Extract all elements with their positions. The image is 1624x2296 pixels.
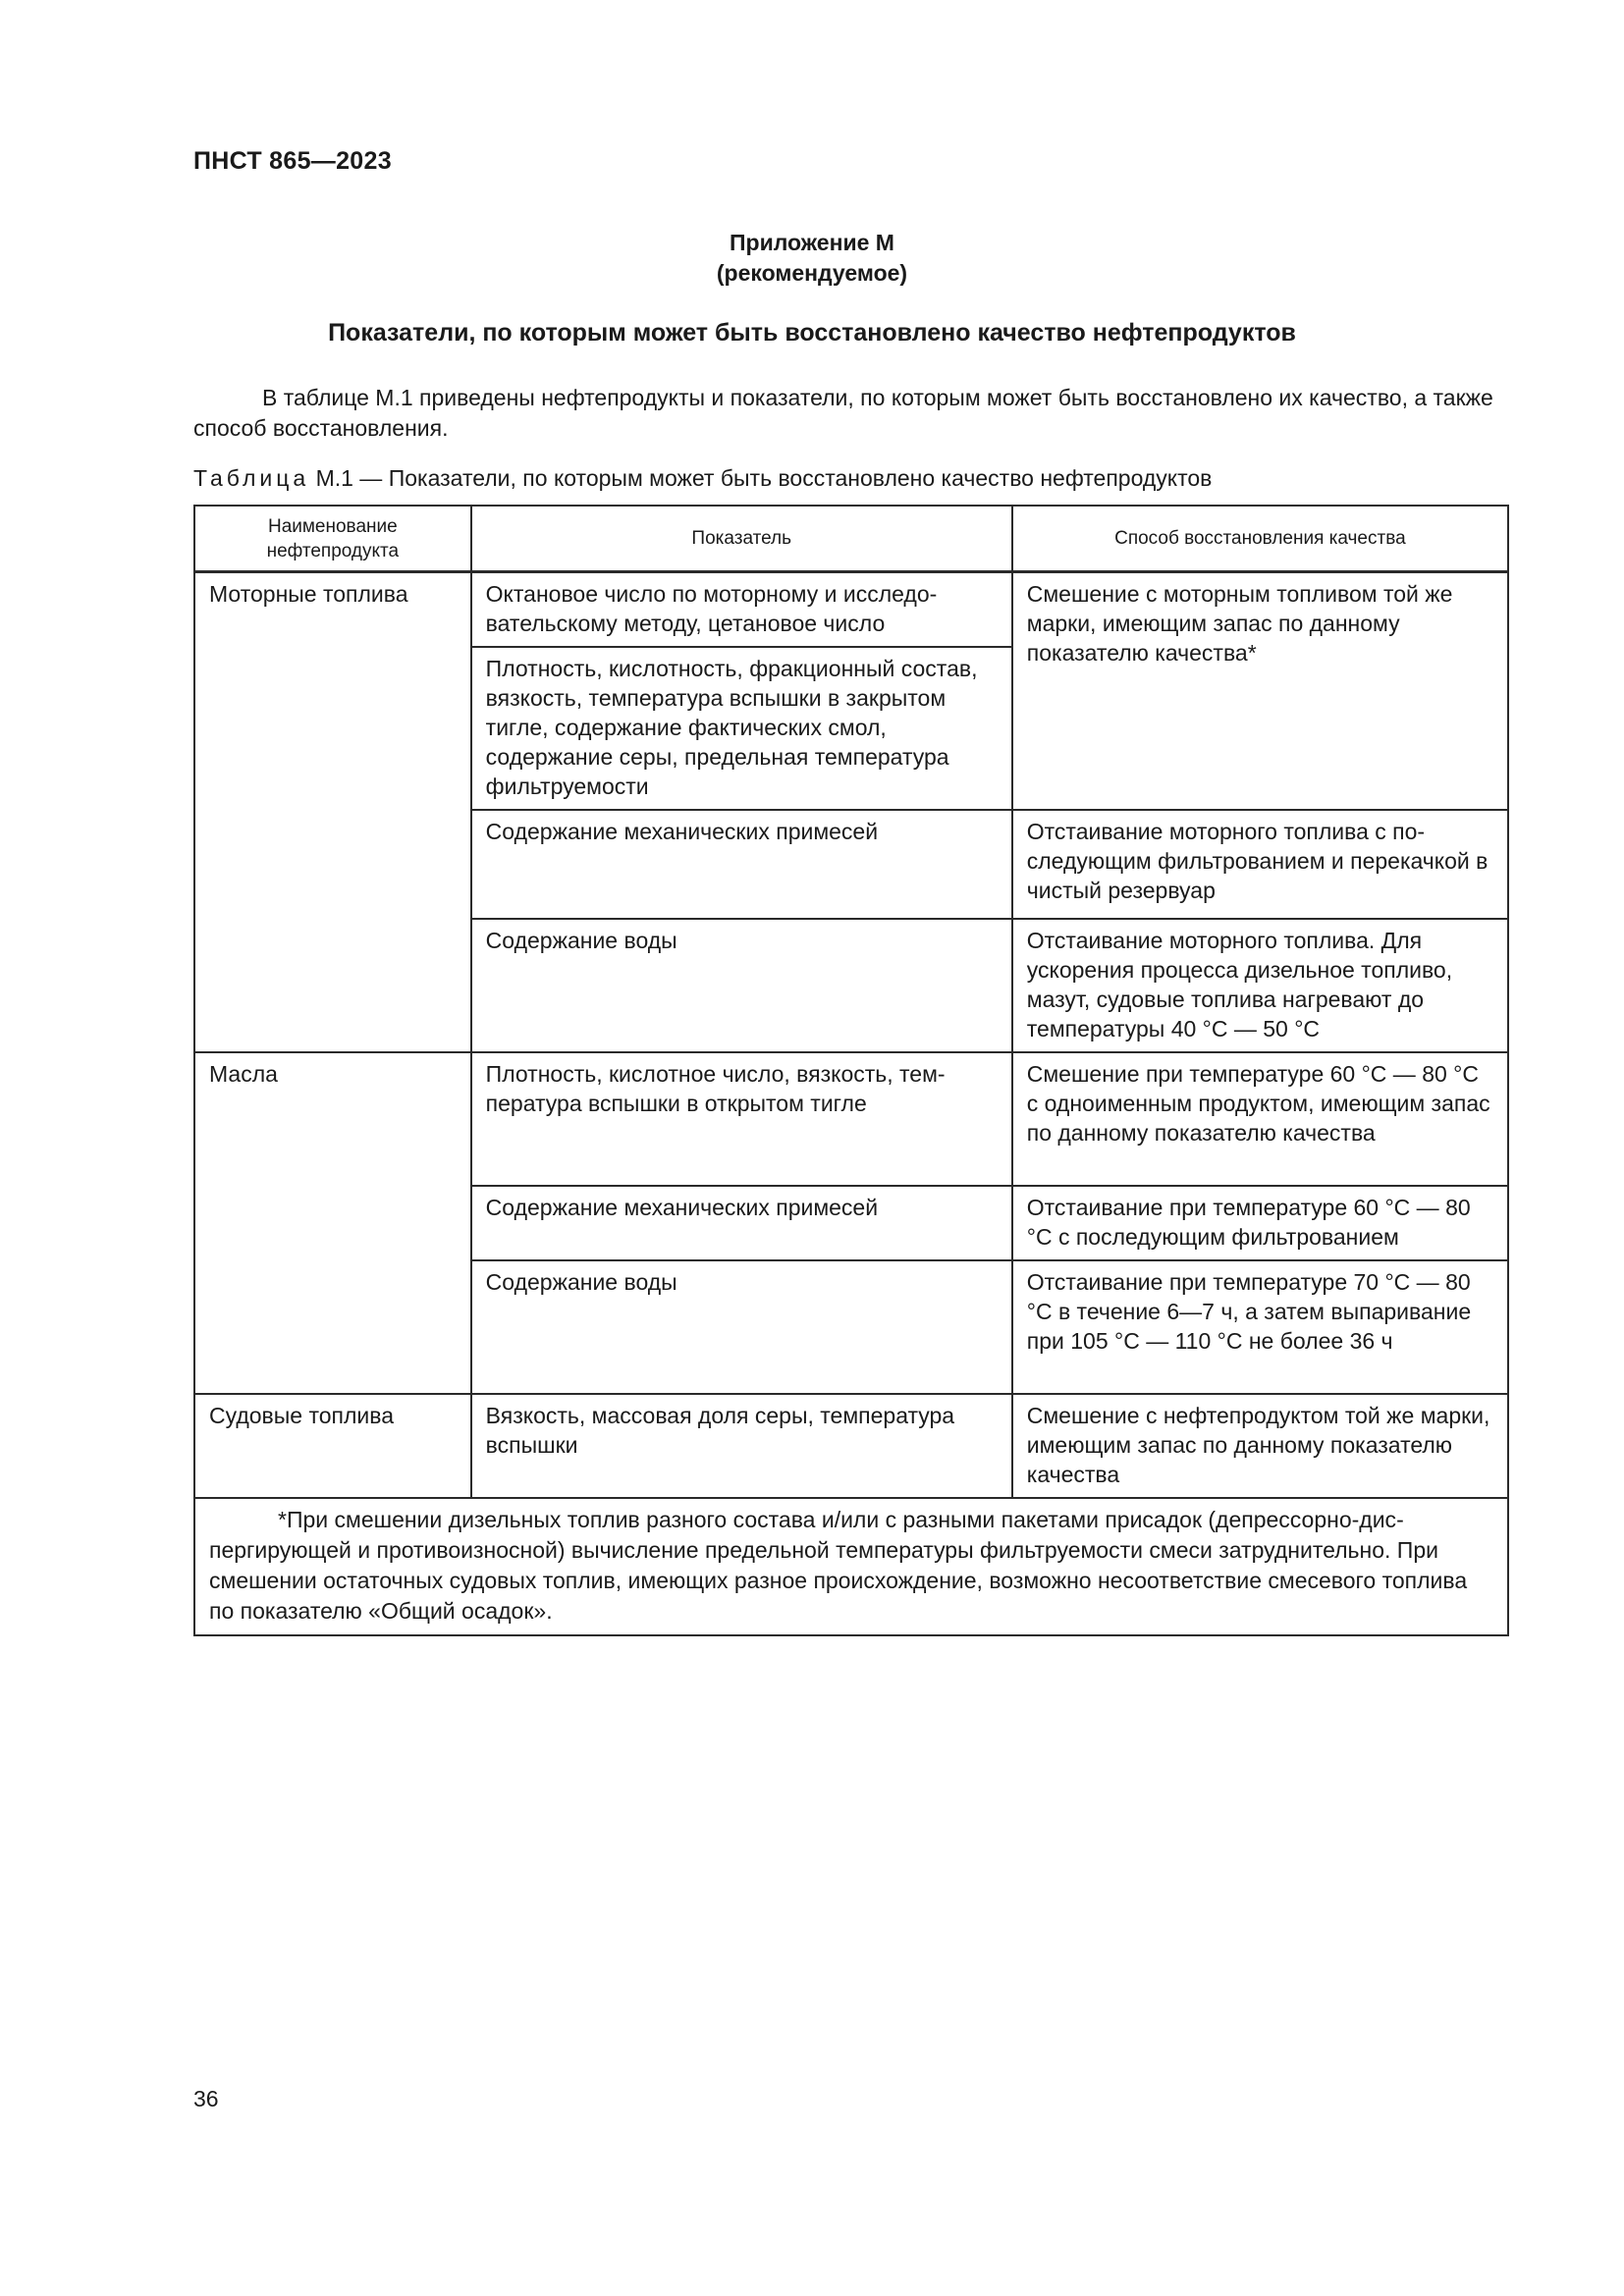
table-row [194,572,1508,648]
column-header-indicator: Показатель [471,506,1012,572]
indicator-cell: Плотность, кислотное число, вязкость, температура вспышки в открытом тигле [471,1052,1012,1186]
method-cell: Отстаивание моторного топлива с последующим фильтрованием и перекачкой в чистый резервуар [1012,810,1508,919]
section-heading: Показатели, по которым может быть восстановлено качество нефтепродуктов [328,319,1296,347]
method-cell: Отстаивание при температуре 60 °С — 80 °С с последующим фильтрованием [1012,1186,1508,1260]
indicator-cell: Содержание воды [471,1260,1012,1394]
indicator-cell: Содержание воды [471,919,1012,1052]
indicators-table [193,505,1509,1636]
appendix-title-block [0,228,1624,289]
method-cell: Отстаивание моторного топлива. Для ускорения процесса дизельное топливо, мазут, судовые топлива нагревают до температуры 40 °С — 50 °С [1012,919,1508,1052]
indicator-cell: Содержание механических примесей [471,810,1012,919]
method-cell: Смешение с моторным топливом той же марки, имеющим запас по данному показателю качества* [1012,572,1508,811]
footnote-text: *При смешении дизельных топлив разного состава и/или с разными пакетами присадок (депрессорно-диспергирующей и противоизносной) вычисление предельной температуры фильтруемости смеси затруднительно. При смешении остаточных судовых топлив, имеющих разное происхождение, возможно несоответствие смесевого топлива по показателю «Общий осадок». [209,1507,1468,1624]
table-caption [193,465,1212,492]
indicator-cell: Октановое число по моторному и исследовательскому методу, цетановое число [471,572,1012,648]
column-header-method: Способ восстановления качества [1012,506,1508,572]
appendix-title: Приложение М [730,230,894,255]
footnote-row [194,1498,1508,1635]
document-code: ПНСТ 865—2023 [193,147,392,175]
intro-paragraph: В таблице М.1 приведены нефтепродукты и показатели, по которым может быть восстановлено их качество, а также способ восстановления. [193,385,1493,441]
product-cell: Моторные топлива [194,572,471,1053]
product-cell: Судовые топлива [194,1394,471,1498]
table-caption-prefix: Таблица [193,465,310,491]
table-header-row [194,506,1508,572]
method-cell: Смешение с нефтепродуктом той же марки, имеющим запас по данному показателю качества [1012,1394,1508,1498]
indicator-cell: Плотность, кислотность, фракционный состав, вязкость, температура вспышки в закрытом тигле, содержание фактических смол, содержание серы, предельная температура фильтруемости [471,647,1012,810]
method-cell: Отстаивание при температуре 70 °С — 80 °С в течение 6—7 ч, а затем выпаривание при 105 °С — 110 °С не более 36 ч [1012,1260,1508,1394]
indicator-cell: Вязкость, массовая доля серы, температура вспышки [471,1394,1012,1498]
indicator-cell: Содержание механических примесей [471,1186,1012,1260]
appendix-subtitle: (рекомендуемое) [716,260,908,286]
table-row [194,1052,1508,1186]
table-row [194,1394,1508,1498]
method-cell: Смешение при температуре 60 °С — 80 °С с одноименным продуктом, имеющим запас по данному показателю качества [1012,1052,1508,1186]
product-cell: Масла [194,1052,471,1394]
table-caption-text: М.1 — Показатели, по которым может быть восстановлено качество нефтепродуктов [309,465,1213,491]
column-header-product: Наименование нефтепродукта [194,506,471,572]
footnote-cell [194,1498,1508,1635]
page-number: 36 [193,2086,219,2111]
